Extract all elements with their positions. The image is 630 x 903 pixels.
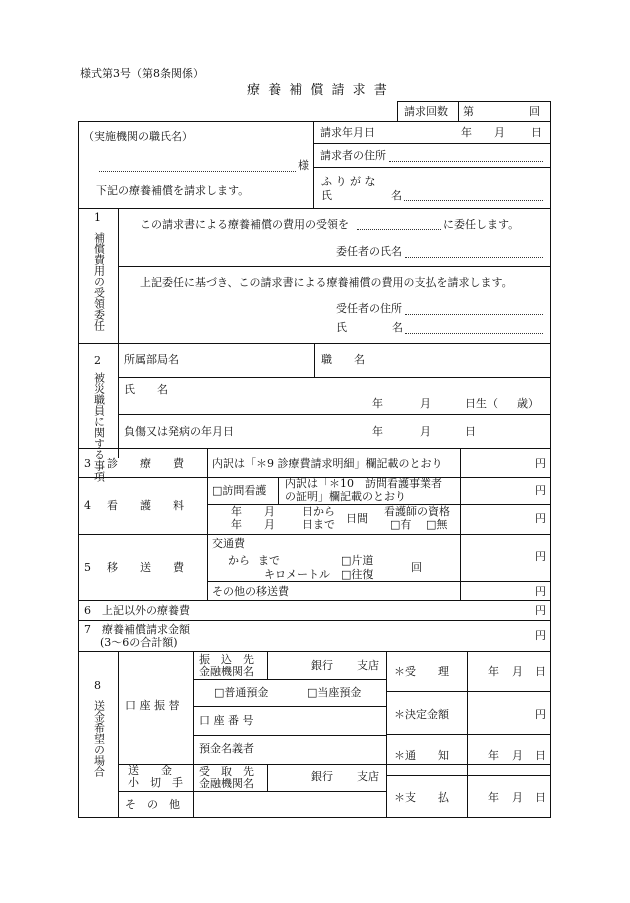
- from-year: 年: [231, 505, 242, 518]
- roundtrip-checkbox[interactable]: □往復: [341, 568, 374, 581]
- to-year: 年: [231, 518, 242, 531]
- from-month: 月: [264, 505, 275, 518]
- injury-date-label: 負傷又は発病の年月日: [124, 425, 234, 438]
- delegate-mei: 名: [392, 321, 403, 334]
- qualification-no-checkbox[interactable]: □無: [426, 518, 448, 531]
- birth-day: 日生（: [465, 397, 498, 410]
- request-count-kai: 回: [529, 105, 540, 118]
- notified-year: 年: [488, 749, 499, 762]
- date-day: 日: [531, 126, 542, 139]
- delegate-address-label: 受任者の住所: [336, 302, 402, 315]
- birth-month: 月: [420, 397, 431, 410]
- bank-suffix: 銀行: [311, 659, 333, 672]
- to-day: 日まで: [302, 518, 335, 531]
- section8-vertical-label: 送金希望の場合: [92, 700, 106, 777]
- delegate-to-line[interactable]: [357, 229, 441, 230]
- section4-detail-2: の証明」欄記載のとおり: [285, 490, 406, 503]
- transport-times: 回: [411, 561, 422, 574]
- transport-to: まで: [258, 554, 280, 567]
- delegator-name-line[interactable]: [405, 257, 543, 258]
- request-text: 下記の療養補償を請求します。: [96, 184, 250, 197]
- section1-number: 1: [94, 211, 101, 224]
- decided-unit: 円: [535, 708, 546, 721]
- name-label-mei: 名: [391, 189, 402, 202]
- paid-day: 日: [535, 791, 546, 804]
- section3-detail: 内訳は「＊9 診療費請求明細」欄記載のとおり: [212, 457, 443, 470]
- request-count-dai: 第: [463, 105, 474, 118]
- branch-suffix-2: 支店: [357, 770, 379, 783]
- bank-label-b: 金融機関名: [199, 665, 254, 678]
- delegate-request-text: 上記委任に基づき、この請求書による療養補償の費用の支払を請求します。: [140, 276, 513, 289]
- section7-label: 7 療養補償請求金額: [84, 623, 190, 636]
- visit-nursing-checkbox[interactable]: □訪問看護: [212, 484, 267, 497]
- form-title: 療 養 補 償 請 求 書: [247, 83, 389, 98]
- paid-label: ＊支 払: [394, 791, 449, 804]
- section5-number: 5: [84, 561, 91, 574]
- section5-unit-2: 円: [535, 585, 546, 598]
- address-line[interactable]: [389, 161, 543, 162]
- received-month: 月: [512, 665, 523, 678]
- name-line[interactable]: [404, 200, 543, 201]
- transport-km: キロメートル: [264, 568, 330, 581]
- account-holder-label: 預金名義者: [199, 742, 254, 755]
- section4-number: 4: [84, 499, 91, 512]
- furigana-label: ふ り が な: [321, 175, 376, 188]
- delegator-name-label: 委任者の氏名: [336, 245, 402, 258]
- institution-name-line[interactable]: [99, 171, 296, 172]
- paid-year: 年: [488, 791, 499, 804]
- section3-number: 3: [84, 457, 91, 470]
- bank-suffix-2: 銀行: [311, 770, 333, 783]
- received-day: 日: [535, 665, 546, 678]
- recv-label-a: 受 取 先: [199, 765, 254, 778]
- other-method-label: そ の 他: [125, 798, 180, 811]
- birth-year: 年: [372, 397, 383, 410]
- delegate-text-a: この請求書による療養補償の費用の受領を: [140, 218, 349, 231]
- section5-unit: 円: [535, 550, 546, 563]
- delegate-text-b: に委任します。: [443, 218, 520, 231]
- delegate-name-line[interactable]: [405, 333, 543, 334]
- section4-label: 看 護 料: [107, 499, 184, 512]
- branch-suffix: 支店: [357, 659, 379, 672]
- received-year: 年: [488, 665, 499, 678]
- section4-detail-1: 内訳は「＊10 訪問看護事業者: [285, 477, 442, 490]
- period-days: 日間: [346, 512, 368, 525]
- dept-label: 所属部局名: [124, 353, 179, 366]
- section4-unit-2: 円: [535, 512, 546, 525]
- check-label-a: 送 金: [128, 764, 172, 777]
- other-transport-label: その他の移送費: [212, 585, 289, 598]
- institution-label: （実施機関の職氏名）: [83, 130, 193, 143]
- transport-label: 交通費: [212, 537, 245, 550]
- qualification-yes-checkbox[interactable]: □有: [390, 518, 412, 531]
- address-label: 請求者の住所: [320, 149, 386, 162]
- section2-vertical-label: 被災職員に関する事項: [92, 372, 106, 482]
- injury-year: 年: [372, 425, 383, 438]
- birth-age: 歳）: [517, 397, 539, 410]
- section1-vertical-label: 補償費用の受領委任: [92, 232, 106, 331]
- bank-label-a: 振 込 先: [199, 653, 254, 666]
- section4-unit: 円: [535, 484, 546, 497]
- section7-unit: 円: [535, 629, 546, 642]
- post-label: 職 名: [321, 353, 365, 366]
- request-count-label: 請求回数: [404, 105, 448, 118]
- injury-day: 日: [465, 425, 476, 438]
- recv-label-b: 金融機関名: [199, 777, 254, 790]
- victim-name-label: 氏 名: [124, 383, 168, 396]
- account-transfer-label: 口 座 振 替: [125, 699, 180, 712]
- form-number: 様式第3号（第8条関係）: [80, 67, 204, 80]
- savings-checkbox[interactable]: □普通預金: [214, 686, 269, 699]
- qualification-label: 看護師の資格: [384, 505, 450, 518]
- paid-month: 月: [512, 791, 523, 804]
- section2-number: 2: [94, 354, 101, 367]
- decided-label: ＊決定金額: [394, 708, 449, 721]
- injury-month: 月: [420, 425, 431, 438]
- notified-day: 日: [535, 749, 546, 762]
- transport-from: から: [228, 554, 250, 567]
- account-number-label: 口 座 番 号: [199, 714, 254, 727]
- delegate-shi: 氏: [336, 321, 347, 334]
- from-day: 日から: [302, 505, 335, 518]
- checking-checkbox[interactable]: □当座預金: [307, 686, 362, 699]
- date-label: 請求年月日: [320, 126, 375, 139]
- delegate-address-line[interactable]: [405, 314, 543, 315]
- section8-number: 8: [94, 679, 101, 692]
- notified-month: 月: [512, 749, 523, 762]
- date-month: 月: [494, 126, 505, 139]
- section5-label: 移 送 費: [107, 561, 184, 574]
- section6-unit: 円: [535, 604, 546, 617]
- received-label: ＊受 理: [394, 665, 449, 678]
- section3-unit: 円: [535, 457, 546, 470]
- notified-label: ＊通 知: [394, 749, 449, 762]
- section6-label: 6 上記以外の療養費: [84, 604, 190, 617]
- name-label-shi: 氏: [321, 189, 332, 202]
- check-label-b: 小 切 手: [128, 776, 183, 789]
- section3-label: 診 療 費: [107, 457, 184, 470]
- oneway-checkbox[interactable]: □片道: [341, 554, 374, 567]
- honorific: 様: [298, 159, 309, 172]
- to-month: 月: [264, 518, 275, 531]
- section7-sublabel: (3〜6の合計額): [100, 636, 178, 649]
- date-year: 年: [461, 126, 472, 139]
